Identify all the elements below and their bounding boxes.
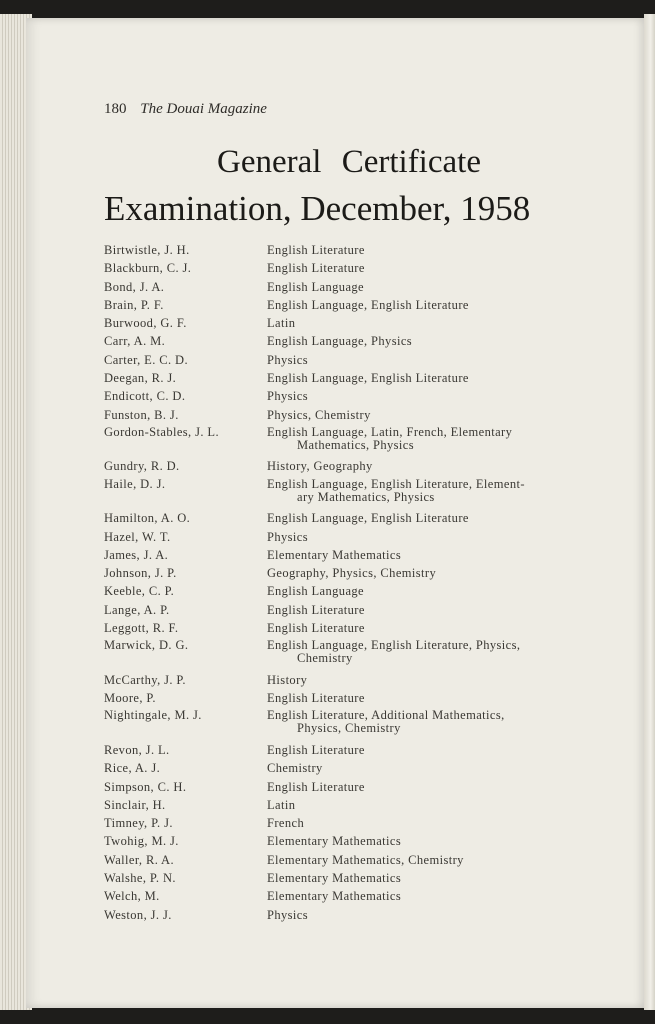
- running-head: [104, 101, 267, 118]
- subjects-passed: [267, 582, 574, 600]
- subjects-passed: [267, 296, 574, 314]
- subjects-passed: [267, 709, 574, 735]
- subjects-text: English Language, English Literature: [267, 371, 469, 386]
- subjects-text: English Literature: [267, 621, 365, 636]
- subjects-text: English Language, Physics: [267, 334, 413, 349]
- list-item: [104, 476, 574, 504]
- subjects-text: History, Geography: [267, 459, 373, 474]
- subjects-text: English Literature: [267, 742, 365, 757]
- subjects-passed: [267, 278, 574, 296]
- subjects-text: English Language, Latin, French, Elementary: [267, 424, 513, 439]
- list-item: [104, 906, 574, 924]
- list-item: [104, 689, 574, 707]
- candidate-name: Gundry, R. D.: [104, 459, 180, 474]
- list-item: [104, 869, 574, 887]
- list-item: [104, 564, 574, 582]
- subjects-passed: [267, 832, 574, 850]
- subjects-text: English Literature: [267, 243, 365, 257]
- list-item: [104, 887, 574, 905]
- subjects-text: Physics: [267, 352, 309, 367]
- subjects-text: Physics, Chemistry: [267, 407, 371, 422]
- list-item: [104, 278, 574, 296]
- subjects-passed: [267, 457, 574, 475]
- subjects-passed: [267, 241, 574, 259]
- subjects-text: English Literature: [267, 261, 365, 276]
- page-title: [104, 140, 584, 234]
- list-item: [104, 796, 574, 814]
- subjects-continuation: Chemistry: [297, 651, 353, 666]
- candidate-name: Deegan, R. J.: [104, 371, 177, 386]
- subjects-passed: [267, 796, 574, 814]
- candidate-name: Carter, E. C. D.: [104, 352, 189, 367]
- subjects-passed: [267, 851, 574, 869]
- subjects-text: English Language, English Literature: [267, 511, 469, 526]
- subjects-text: Physics: [267, 529, 309, 544]
- list-item: [104, 814, 574, 832]
- candidate-name: Endicott, C. D.: [104, 389, 186, 404]
- subjects-text: Elementary Mathematics: [267, 871, 402, 886]
- candidate-name: Walshe, P. N.: [104, 871, 176, 886]
- list-item: [104, 741, 574, 759]
- subjects-text: English Literature, Additional Mathematics,: [267, 708, 505, 723]
- subjects-text: Elementary Mathematics, Chemistry: [267, 852, 464, 867]
- subjects-passed: [267, 332, 574, 350]
- subjects-passed: [267, 869, 574, 887]
- subjects-passed: [267, 406, 574, 424]
- subjects-passed: [267, 814, 574, 832]
- title-line-1: General Certificate: [217, 144, 481, 180]
- list-item: [104, 424, 574, 452]
- subjects-text: Geography, Physics, Chemistry: [267, 566, 437, 581]
- subjects-text: French: [267, 816, 305, 831]
- subjects-continuation: Mathematics, Physics: [297, 437, 415, 452]
- subjects-passed: [267, 259, 574, 277]
- subjects-passed: [267, 478, 574, 504]
- candidate-name: Johnson, J. P.: [104, 566, 177, 581]
- subjects-passed: [267, 528, 574, 546]
- list-item: [104, 582, 574, 600]
- candidate-name: Bond, J. A.: [104, 279, 165, 294]
- list-item: [104, 619, 574, 637]
- candidate-name: Revon, J. L.: [104, 742, 170, 757]
- list-item: [104, 406, 574, 424]
- list-item: [104, 778, 574, 796]
- list-item: [104, 601, 574, 619]
- list-item: [104, 851, 574, 869]
- subjects-text: Latin: [267, 316, 296, 331]
- candidate-name: James, J. A.: [104, 547, 169, 562]
- subjects-passed: [267, 689, 574, 707]
- candidate-name: Rice, A. J.: [104, 761, 161, 776]
- subjects-text: English Language: [267, 584, 365, 599]
- subjects-text: English Language: [267, 279, 365, 294]
- subjects-passed: [267, 509, 574, 527]
- candidate-name: Burwood, G. F.: [104, 316, 187, 331]
- subjects-text: English Literature: [267, 691, 365, 706]
- candidate-name: Moore, P.: [104, 691, 156, 706]
- list-item: [104, 241, 574, 259]
- subjects-passed: [267, 351, 574, 369]
- candidate-name: Hazel, W. T.: [104, 529, 171, 544]
- list-item: [104, 387, 574, 405]
- candidate-name: Gordon-Stables, J. L.: [104, 424, 219, 439]
- subjects-passed: [267, 601, 574, 619]
- candidate-name: Marwick, D. G.: [104, 638, 189, 653]
- subjects-passed: [267, 619, 574, 637]
- candidate-name: Nightingale, M. J.: [104, 708, 202, 723]
- subjects-text: Elementary Mathematics: [267, 889, 402, 904]
- list-item: [104, 528, 574, 546]
- subjects-passed: [267, 426, 574, 452]
- list-item: [104, 296, 574, 314]
- candidate-name: Simpson, C. H.: [104, 779, 187, 794]
- subjects-passed: [267, 387, 574, 405]
- candidate-name: Funston, B. J.: [104, 407, 179, 422]
- subjects-passed: [267, 639, 574, 665]
- page-number: 180: [104, 101, 127, 117]
- list-item: [104, 832, 574, 850]
- subjects-text: English Language, English Literature, Physics,: [267, 638, 521, 653]
- right-page-edge: [644, 14, 655, 1010]
- list-item: [104, 351, 574, 369]
- list-item: [104, 509, 574, 527]
- candidate-name: Waller, R. A.: [104, 852, 175, 867]
- subjects-passed: [267, 759, 574, 777]
- subjects-continuation: ary Mathematics, Physics: [297, 489, 435, 504]
- subjects-text: English Language, English Literature, Element-: [267, 476, 525, 491]
- subjects-passed: [267, 778, 574, 796]
- subjects-passed: [267, 546, 574, 564]
- subjects-text: Elementary Mathematics: [267, 834, 402, 849]
- subjects-text: Latin: [267, 797, 296, 812]
- candidate-name: Welch, M.: [104, 889, 160, 904]
- candidate-name: Blackburn, C. J.: [104, 261, 192, 276]
- subjects-text: History: [267, 672, 308, 687]
- subjects-continuation: Physics, Chemistry: [297, 721, 401, 736]
- candidate-name: Weston, J. J.: [104, 907, 172, 922]
- candidate-name: Lange, A. P.: [104, 602, 170, 617]
- list-item: [104, 546, 574, 564]
- candidate-name: Leggott, R. F.: [104, 621, 179, 636]
- subjects-text: Physics: [267, 389, 309, 404]
- subjects-text: English Literature: [267, 602, 365, 617]
- candidate-name: Keeble, C. P.: [104, 584, 175, 599]
- candidate-name: Twohig, M. J.: [104, 834, 179, 849]
- candidate-name: Carr, A. M.: [104, 334, 166, 349]
- list-item: [104, 332, 574, 350]
- candidate-name: Haile, D. J.: [104, 476, 166, 491]
- subjects-text: Elementary Mathematics: [267, 547, 402, 562]
- list-item: [104, 314, 574, 332]
- list-item: [104, 369, 574, 387]
- list-item: [104, 457, 574, 475]
- subjects-passed: [267, 906, 574, 924]
- list-item: [104, 637, 574, 665]
- candidate-name: Timney, P. J.: [104, 816, 173, 831]
- title-line-2: Examination, December, 1958: [104, 189, 531, 228]
- list-item: [104, 671, 574, 689]
- subjects-text: English Language, English Literature: [267, 297, 469, 312]
- candidate-name: McCarthy, J. P.: [104, 672, 186, 687]
- results-list: [104, 241, 574, 924]
- candidate-name: Brain, P. F.: [104, 297, 164, 312]
- subjects-passed: [267, 564, 574, 582]
- subjects-passed: [267, 369, 574, 387]
- subjects-passed: [267, 741, 574, 759]
- subjects-text: Physics: [267, 907, 309, 922]
- list-item: [104, 759, 574, 777]
- subjects-passed: [267, 314, 574, 332]
- list-item: [104, 707, 574, 735]
- candidate-name: Sinclair, H.: [104, 797, 166, 812]
- candidate-name: Birtwistle, J. H.: [104, 243, 190, 257]
- subjects-passed: [267, 671, 574, 689]
- subjects-text: Chemistry: [267, 761, 323, 776]
- list-item: [104, 259, 574, 277]
- subjects-text: English Literature: [267, 779, 365, 794]
- candidate-name: Hamilton, A. O.: [104, 511, 191, 526]
- publication-title: The Douai Magazine: [140, 101, 267, 117]
- subjects-passed: [267, 887, 574, 905]
